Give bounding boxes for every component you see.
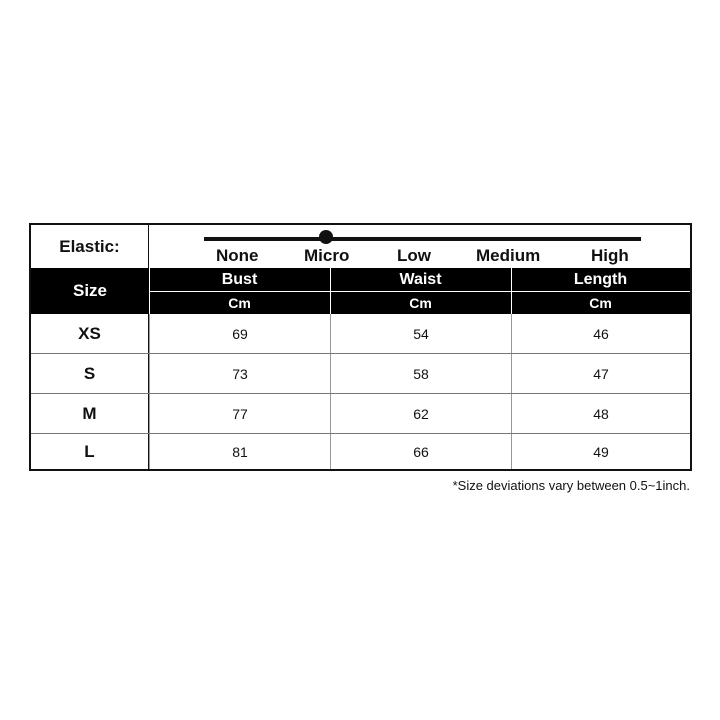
bust-header: Bust	[149, 268, 330, 292]
row-size-xs: XS	[31, 314, 149, 353]
elastic-scale-line	[204, 237, 641, 241]
header-divider	[511, 268, 512, 314]
table-cell: 62	[330, 394, 511, 433]
table-cell: 47	[511, 354, 690, 393]
waist-unit: Cm	[330, 292, 511, 314]
elastic-level-micro: Micro	[304, 246, 350, 265]
table-cell: 58	[330, 354, 511, 393]
table-cell: 77	[149, 394, 330, 433]
row-size-l: L	[31, 434, 149, 469]
length-unit: Cm	[511, 292, 690, 314]
size-deviation-footnote: *Size deviations vary between 0.5~1inch.	[452, 478, 690, 493]
table-cell: 54	[330, 314, 511, 353]
elastic-label: Elastic:	[31, 225, 149, 268]
elastic-level-medium: Medium	[476, 246, 541, 265]
table-cell: 69	[149, 314, 330, 353]
table-cell: 48	[511, 394, 690, 433]
elastic-level-low: Low	[397, 246, 431, 265]
elastic-level-none: None	[216, 246, 259, 265]
size-header: Size	[31, 268, 149, 314]
header-divider	[330, 268, 331, 314]
elastic-scale	[149, 225, 692, 268]
table-cell: 66	[330, 434, 511, 469]
table-cell: 73	[149, 354, 330, 393]
row-size-s: S	[31, 354, 149, 393]
table-cell: 81	[149, 434, 330, 469]
size-chart	[29, 223, 692, 471]
elastic-level-high: High	[591, 246, 629, 265]
table-cell: 46	[511, 314, 690, 353]
header-divider	[149, 268, 150, 314]
row-size-m: M	[31, 394, 149, 433]
waist-header: Waist	[330, 268, 511, 292]
header-divider	[149, 291, 690, 292]
length-header: Length	[511, 268, 690, 292]
bust-unit: Cm	[149, 292, 330, 314]
table-cell: 49	[511, 434, 690, 469]
elastic-selected-dot	[319, 230, 333, 244]
